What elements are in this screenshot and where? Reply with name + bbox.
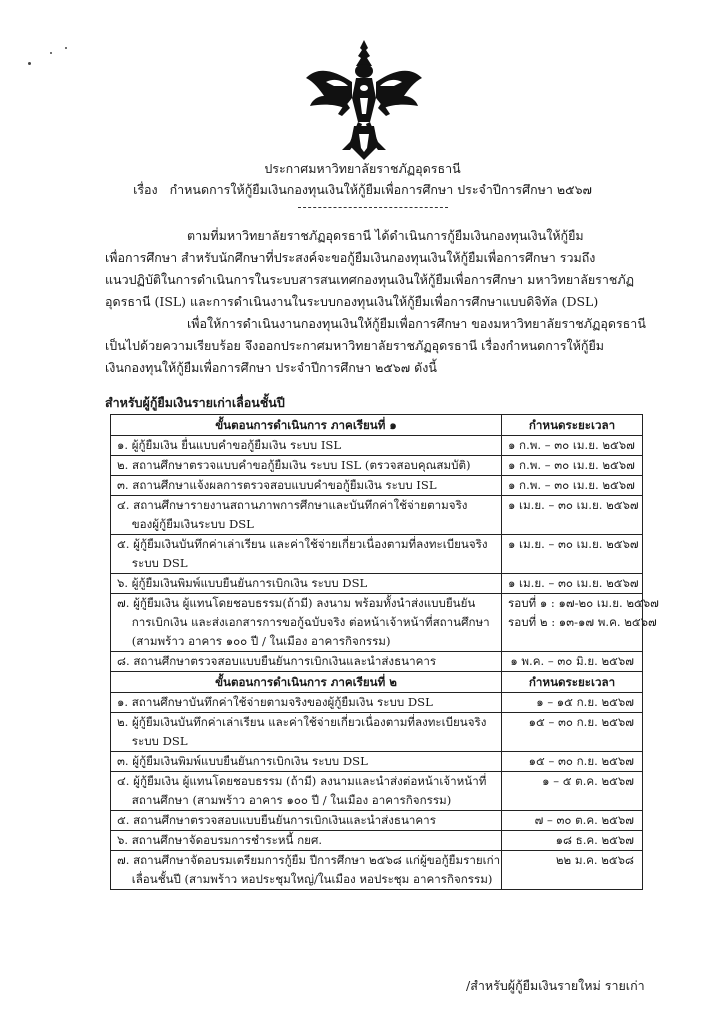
table-row: [111, 535, 643, 574]
announcement-subject: [0, 181, 725, 199]
body-paragraph-line: เงินกองทุนให้กู้ยืมเพื่อการศึกษา ประจำปีการศึกษา ๒๕๖๗ ดังนี้: [105, 360, 437, 375]
step-column-header: ขั้นตอนการดำเนินการ ภาคเรียนที่ ๑: [111, 415, 502, 436]
table-row: [111, 831, 643, 851]
step-cell-line: ๘. สถานศึกษาตรวจสอบแบบยืนยันการเบิกเงินและนำส่งธนาคาร: [117, 654, 437, 668]
step-cell-line: (สามพร้าว อาคาร ๑๐๐ ปี / ในเมือง อาคารกิจกรรม): [117, 634, 391, 648]
period-cell-line: ๑ พ.ค. – ๓๐ มิ.ย. ๒๕๖๗: [510, 654, 634, 668]
body-paragraph-line: เพื่อการศึกษา สำหรับนักศึกษาที่ประสงค์จะขอกู้ยืมเงินกองทุนเงินให้กู้ยืมเพื่อการศึกษา รวมถึง: [105, 250, 596, 265]
period-column-header: กำหนดระยะเวลา: [502, 672, 643, 693]
step-cell-line: การเบิกเงิน และส่งเอกสารการขอกู้ฉบับจริง ต่อหน้าเจ้าหน้าที่สถานศึกษา: [117, 615, 490, 629]
step-cell: [111, 713, 502, 752]
garuda-emblem-icon: [304, 38, 424, 162]
period-cell: [502, 496, 643, 535]
step-cell: [111, 752, 502, 772]
step-cell-line: ของผู้กู้ยืมเงินระบบ DSL: [117, 517, 254, 531]
period-cell-line: ๑ ก.พ. – ๓๐ เม.ย. ๒๕๖๗: [508, 478, 635, 492]
period-cell-line: ๑๕ – ๓๐ ก.ย. ๒๕๖๗: [528, 715, 634, 729]
subject-label: เรื่อง: [133, 182, 158, 197]
period-column-header: กำหนดระยะเวลา: [502, 415, 643, 436]
table-row: [111, 713, 643, 752]
announcement-title: ประกาศมหาวิทยาลัยราชภัฏอุดรธานี: [264, 161, 461, 176]
table-header-row: [111, 672, 643, 693]
step-cell: [111, 693, 502, 713]
step-cell-line: ๔. ผู้กู้ยืมเงิน ผู้แทนโดยชอบธรรม (ถ้ามี) ลงนามและนำส่งต่อหน้าเจ้าหน้าที่: [117, 774, 487, 788]
step-cell: [111, 594, 502, 652]
period-cell: [502, 535, 643, 574]
step-cell-line: เลื่อนชั้นปี (สามพร้าว หอประชุมใหญ่/ในเมือง หอประชุม อาคารกิจกรรม): [117, 872, 493, 886]
continuation-note: /สำหรับผู้กู้ยืมเงินรายใหม่ รายเก่า: [466, 978, 645, 993]
period-cell-line: รอบที่ ๑ : ๑๗-๒๐ เม.ย. ๒๕๖๗: [508, 596, 659, 610]
period-cell: [502, 811, 643, 831]
period-cell: [502, 752, 643, 772]
period-cell: [502, 476, 643, 496]
period-cell-line: ๑ ก.พ. – ๓๐ เม.ย. ๒๕๖๗: [508, 458, 635, 472]
step-column-header: ขั้นตอนการดำเนินการ ภาคเรียนที่ ๒: [111, 672, 502, 693]
period-cell-line: รอบที่ ๒ : ๑๓-๑๗ พ.ค. ๒๕๖๗: [508, 615, 657, 629]
title-divider: [298, 207, 448, 208]
period-cell-line: ๗ – ๓๐ ต.ค. ๒๕๖๗: [534, 813, 634, 827]
period-cell: [502, 713, 643, 752]
scan-speck: [50, 52, 52, 54]
table-row: [111, 693, 643, 713]
step-cell-line: ๔. สถานศึกษารายงานสถานภาพการศึกษาและบันทึกค่าใช้จ่ายตามจริง: [117, 498, 468, 512]
table-row: [111, 851, 643, 890]
table-row: [111, 574, 643, 594]
step-cell: [111, 851, 502, 890]
body-paragraph-line: เป็นไปด้วยความเรียบร้อย จึงออกประกาศมหาวิทยาลัยราชภัฏอุดรธานี เรื่องกำหนดการให้กู้ยืม: [105, 338, 605, 353]
step-cell: [111, 772, 502, 811]
period-cell: [502, 693, 643, 713]
period-cell: [502, 594, 659, 652]
step-cell-line: ๕. ผู้กู้ยืมเงินบันทึกค่าเล่าเรียน และค่าใช้จ่ายเกี่ยวเนื่องตามที่ลงทะเบียนจริง: [117, 537, 488, 551]
period-cell-line: ๑ เม.ย. – ๓๐ เม.ย. ๒๕๖๗: [508, 576, 639, 590]
step-cell: [111, 456, 502, 476]
period-cell: [502, 772, 643, 811]
table-row: [111, 752, 643, 772]
scan-speck: [28, 62, 31, 65]
step-cell: [111, 652, 502, 672]
period-cell: [502, 456, 643, 476]
section-title: สำหรับผู้กู้ยืมเงินรายเก่าเลื่อนชั้นปี: [105, 395, 285, 410]
step-cell: [111, 811, 502, 831]
step-cell: [111, 574, 502, 594]
step-cell-line: ๑. ผู้กู้ยืมเงิน ยื่นแบบคำขอกู้ยืมเงิน ระบบ ISL: [117, 438, 342, 452]
step-cell-line: ๓. สถานศึกษาแจ้งผลการตรวจสอบแบบคำขอกู้ยืมเงิน ระบบ ISL: [117, 478, 437, 492]
step-cell-line: ๒. ผู้กู้ยืมเงินบันทึกค่าเล่าเรียน และค่าใช้จ่ายเกี่ยวเนื่องตามที่ลงทะเบียนจริง: [117, 715, 487, 729]
table-row: [111, 594, 643, 652]
period-cell-line: ๑๘ ธ.ค. ๒๕๖๗: [555, 833, 634, 847]
period-cell-line: ๑๕ – ๓๐ ก.ย. ๒๕๖๗: [528, 754, 634, 768]
period-cell-line: ๑ ก.พ. – ๓๐ เม.ย. ๒๕๖๗: [508, 438, 635, 452]
step-cell-line: สถานศึกษา (สามพร้าว อาคาร ๑๐๐ ปี / ในเมือง อาคารกิจกรรม): [117, 793, 452, 807]
step-cell: [111, 831, 502, 851]
table-row: [111, 436, 643, 456]
table-row: [111, 496, 643, 535]
period-cell-line: ๒๒ ม.ค. ๒๕๖๘: [555, 853, 634, 867]
step-cell-line: ๗. สถานศึกษาจัดอบรมเตรียมการกู้ยืม ปีการศึกษา ๒๕๖๘ แก่ผู้ขอกู้ยืมรายเก่า: [117, 853, 501, 867]
subject-text: กำหนดการให้กู้ยืมเงินกองทุนเงินให้กู้ยืมเพื่อการศึกษา ประจำปีการศึกษา ๒๕๖๗: [169, 182, 592, 197]
body-paragraph-line: เพื่อให้การดำเนินงานกองทุนเงินให้กู้ยืมเพื่อการศึกษา ของมหาวิทยาลัยราชภัฏอุดรธานี: [187, 316, 646, 331]
table-row: [111, 811, 643, 831]
step-cell-line: ระบบ DSL: [117, 734, 188, 748]
body-paragraph-line: อุดรธานี (ISL) และการดำเนินงานในระบบกองทุนเงินให้กู้ยืมเพื่อการศึกษาแบบดิจิทัล (DSL): [105, 294, 599, 309]
body-paragraph-line: ตามที่มหาวิทยาลัยราชภัฏอุดรธานี ได้ดำเนินการกู้ยืมเงินกองทุนเงินให้กู้ยืม: [187, 228, 584, 243]
period-cell: [502, 436, 643, 456]
step-cell-line: ๗. ผู้กู้ยืมเงิน ผู้แทนโดยชอบธรรม(ถ้ามี) ลงนาม พร้อมทั้งนำส่งแบบยืนยัน: [117, 596, 476, 610]
step-cell: [111, 436, 502, 456]
period-cell-line: ๑ เม.ย. – ๓๐ เม.ย. ๒๕๖๗: [508, 537, 639, 551]
step-cell: [111, 476, 502, 496]
step-cell-line: ๖. สถานศึกษาจัดอบรมการชำระหนี้ กยศ.: [117, 833, 323, 847]
schedule-table: [110, 414, 659, 890]
step-cell-line: ระบบ DSL: [117, 556, 188, 570]
table-header-row: [111, 415, 643, 436]
period-cell-line: ๑ – ๑๕ ก.ย. ๒๕๖๗: [536, 695, 634, 709]
table-row: [111, 772, 643, 811]
step-cell-line: ๓. ผู้กู้ยืมเงินพิมพ์แบบยืนยันการเบิกเงิน ระบบ DSL: [117, 754, 368, 768]
step-cell: [111, 535, 502, 574]
period-cell-line: ๑ – ๕ ต.ค. ๒๕๖๗: [542, 774, 634, 788]
period-cell-line: ๑ เม.ย. – ๓๐ เม.ย. ๒๕๖๗: [508, 498, 639, 512]
scan-speck: [65, 47, 67, 49]
step-cell-line: ๖. ผู้กู้ยืมเงินพิมพ์แบบยืนยันการเบิกเงิน ระบบ DSL: [117, 576, 368, 590]
body-paragraph-line: แนวปฏิบัติในการดำเนินการในระบบสารสนเทศกองทุนเงินให้กู้ยืมเพื่อการศึกษา มหาวิทยาลัยราชภัฏ: [105, 272, 635, 287]
table-row: [111, 456, 643, 476]
period-cell: [502, 652, 643, 672]
period-cell: [502, 831, 643, 851]
step-cell-line: ๑. สถานศึกษาบันทึกค่าใช้จ่ายตามจริงของผู้กู้ยืมเงิน ระบบ DSL: [117, 695, 433, 709]
step-cell-line: ๒. สถานศึกษาตรวจแบบคำขอกู้ยืมเงิน ระบบ ISL (ตรวจสอบคุณสมบัติ): [117, 458, 471, 472]
period-cell: [502, 574, 643, 594]
step-cell: [111, 496, 502, 535]
table-row: [111, 476, 643, 496]
step-cell-line: ๕. สถานศึกษาตรวจสอบแบบยืนยันการเบิกเงินและนำส่งธนาคาร: [117, 813, 436, 827]
table-row: [111, 652, 643, 672]
period-cell: [502, 851, 643, 890]
